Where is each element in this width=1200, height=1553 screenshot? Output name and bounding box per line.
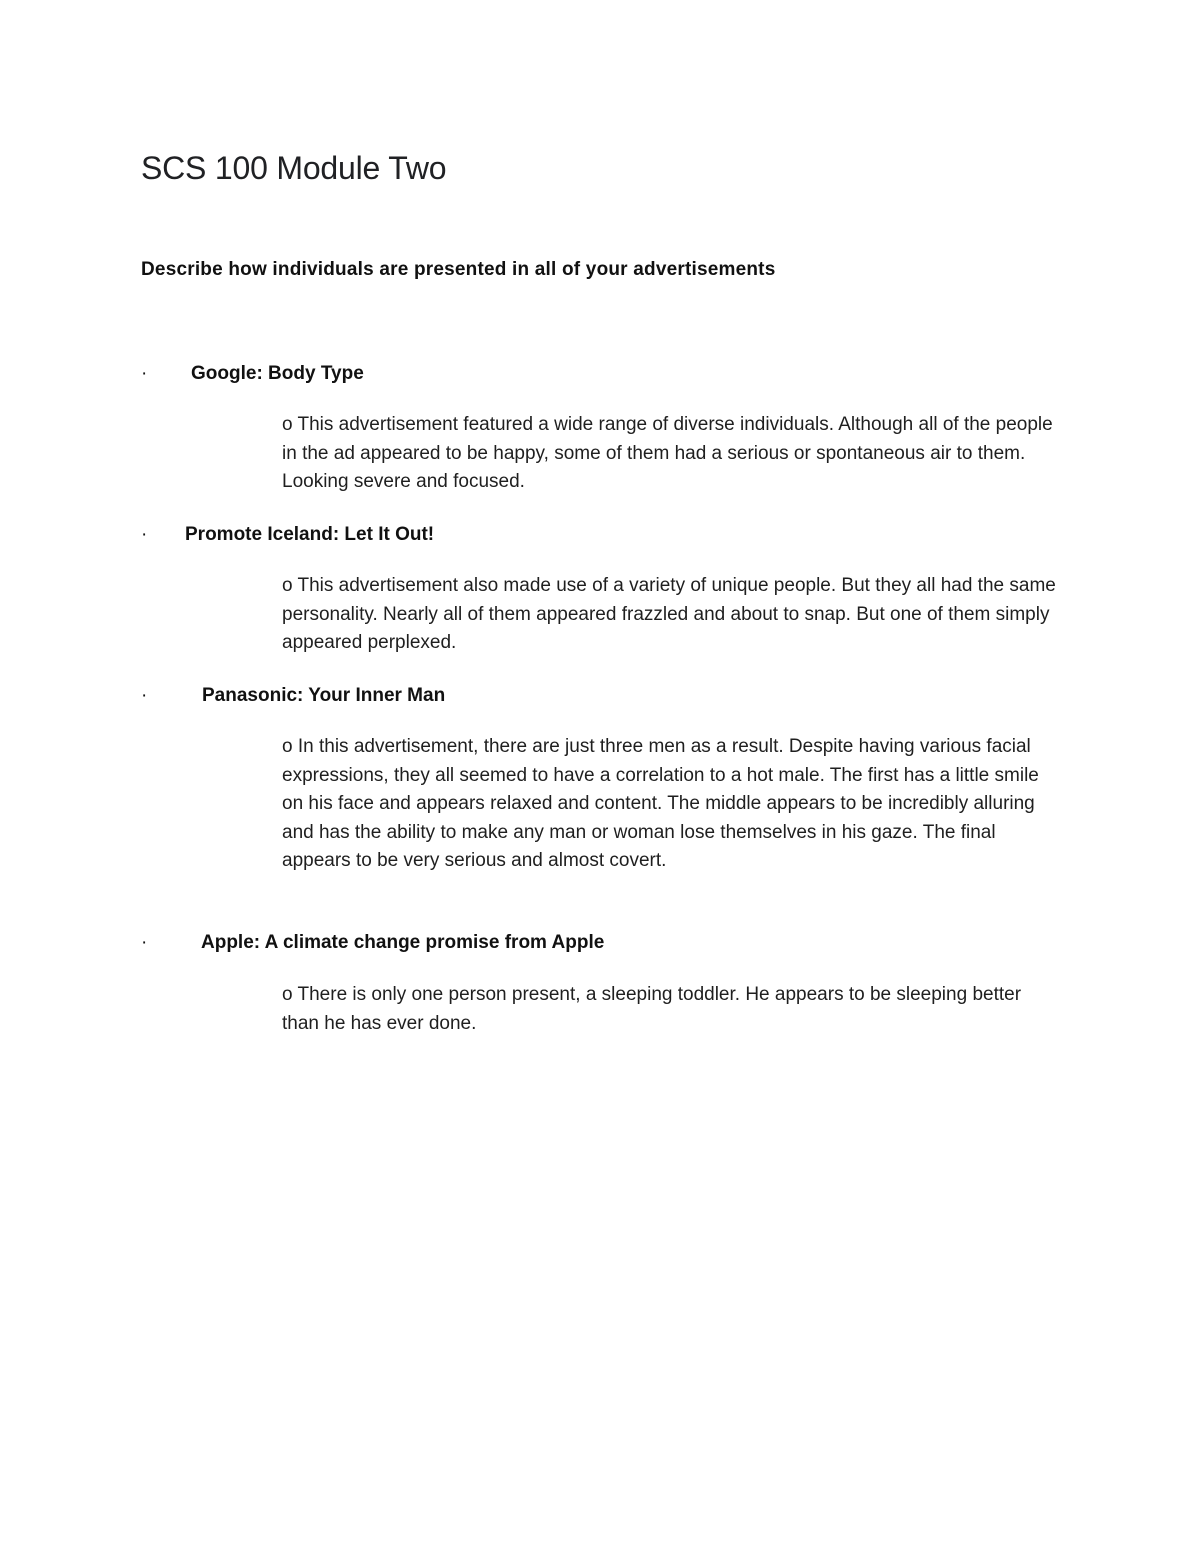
item-heading: Apple: A climate change promise from Apple — [201, 932, 605, 953]
item-answer: o There is only one person present, a sleeping toddler. He appears to be sleeping better than he has ever done. — [282, 984, 1022, 1034]
item-heading: Panasonic: Your Inner Man — [202, 685, 446, 706]
item-answer: o In this advertisement, there are just three men as a result. Despite having various facial expressions, they all seemed to have a correlation to a hot male. The first has a little smile on his face and appears relaxed and content. The middle appears to be incredibly alluring and has the ability to make any man or woman lose themselves in his gaze. The final appears to be very serious and almost covert. — [282, 736, 1039, 872]
item-heading: Google: Body Type — [191, 363, 364, 384]
item-answer: o This advertisement featured a wide range of diverse individuals. Although all of the people in the ad appeared to be happy, some of them had a serious or spontaneous air to them. Looking severe and focused. — [282, 414, 1053, 493]
document-title: SCS 100 Module Two — [141, 150, 447, 186]
item-answer: o This advertisement also made use of a variety of unique people. But they all had the same personality. Nearly all of them appeared frazzled and about to snap. But one of them simply appeared perplexed. — [282, 575, 1056, 654]
bullet-icon: · — [141, 685, 148, 706]
item-heading: Promote Iceland: Let It Out! — [185, 524, 435, 545]
question-heading: Describe how individuals are presented in all of your advertisements — [141, 259, 776, 280]
bullet-icon: · — [141, 363, 148, 384]
bullet-icon: · — [141, 932, 148, 953]
bullet-icon: · — [141, 524, 148, 545]
